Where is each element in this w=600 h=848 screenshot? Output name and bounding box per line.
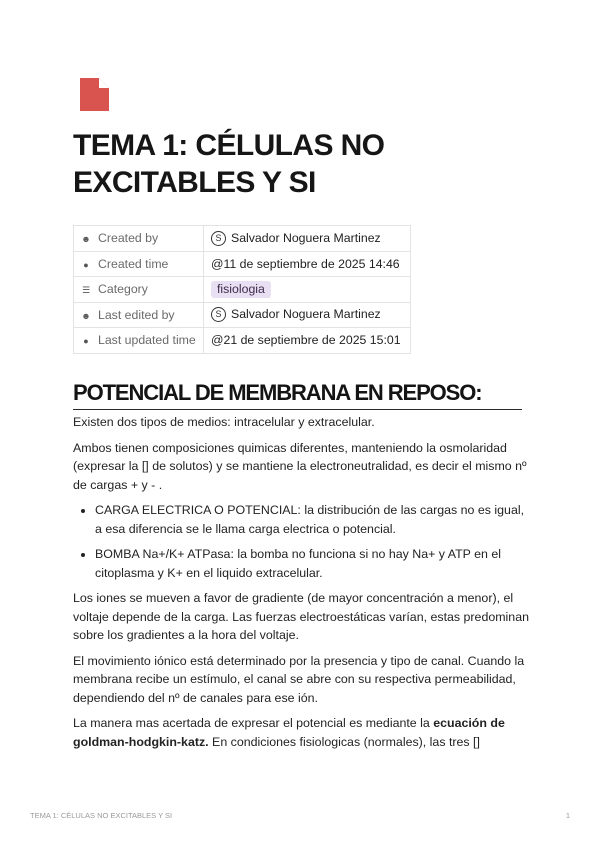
list-icon: ☰ (81, 284, 91, 295)
property-category (74, 277, 411, 303)
equation-name: ecuación de goldman-hodgkin-katz. (73, 716, 505, 749)
property-last-updated-time (74, 328, 411, 354)
last-edited-by-name: Salvador Noguera Martinez (231, 307, 381, 322)
category-tag[interactable]: fisiologia (211, 281, 271, 298)
page-number: 1 (565, 811, 570, 820)
person-circle-icon: ☻ (81, 234, 91, 244)
property-last-edited-by (74, 302, 411, 328)
property-label: Created time (98, 256, 169, 271)
paragraph-text: En condiciones fisiologicas (normales), las tres [] (208, 734, 480, 749)
property-created-time (74, 251, 411, 277)
clock-icon: ● (83, 336, 89, 346)
person-circle-icon: ☻ (81, 310, 91, 321)
section-heading: POTENCIAL DE MEMBRANA EN REPOSO: (73, 378, 522, 410)
property-label: Last updated time (98, 333, 196, 348)
paragraph: El movimiento iónico está determinado por la presencia y tipo de canal. Cuando la membrana recibe un estímulo, el canal se abre con su respectiva permeabilidad, dependiendo del nº de canales para ese ión. (73, 653, 525, 705)
paragraph (73, 714, 531, 751)
paragraph: Los iones se mueven a favor de gradiente (de mayor concentración a menor), el voltaje depende de la carga. Las fuerzas electroestáticas varían, estas predominan sobre los gradientes a la hora del voltaje. (73, 591, 529, 642)
property-created-by (74, 226, 411, 252)
last-updated-time-value[interactable]: @21 de septiembre de 2025 15:01 (204, 328, 411, 354)
avatar: S (211, 231, 226, 246)
list-item: • CARGA ELECTRICA O POTENCIAL: la distribución de las cargas no es igual, a esa diferencia se le llama carga electrica o potencial. (95, 501, 531, 538)
clock-icon: ● (83, 259, 89, 270)
paragraph: Existen dos tipos de medios: intracelular y extracelular. (73, 415, 375, 429)
paragraph: Ambos tienen composiciones quimicas diferentes, manteniendo la osmolaridad (expresar la [] de solutos) y se mantiene la electroneutralidad, es decir el mismo nº de cargas + y - . (73, 440, 527, 492)
list-item: • BOMBA Na+/K+ ATPasa: la bomba no funciona si no hay Na+ y ATP en el citoplasma y K+ en el liquido extracelular. (95, 545, 531, 582)
property-label: Category (98, 282, 148, 297)
avatar: S (211, 307, 226, 322)
last-edited-by-value[interactable] (204, 302, 411, 328)
category-value[interactable] (204, 277, 411, 303)
body-content (73, 413, 531, 758)
bullet-list (73, 501, 531, 582)
created-time-value[interactable]: @11 de septiembre de 2025 14:46 (204, 251, 411, 277)
page-title: TEMA 1: CÉLULAS NO EXCITABLES Y SI (73, 129, 385, 199)
property-label: Created by (98, 231, 159, 246)
property-label: Last edited by (98, 307, 175, 322)
properties-table (73, 225, 411, 354)
paragraph-text: La manera mas acertada de expresar el potencial es mediante la (73, 716, 434, 730)
created-by-name: Salvador Noguera Martinez (231, 230, 381, 245)
created-by-value[interactable] (204, 226, 411, 252)
footer-title: TEMA 1: CÉLULAS NO EXCITABLES Y SI (30, 811, 173, 820)
document-page-icon (80, 78, 109, 111)
